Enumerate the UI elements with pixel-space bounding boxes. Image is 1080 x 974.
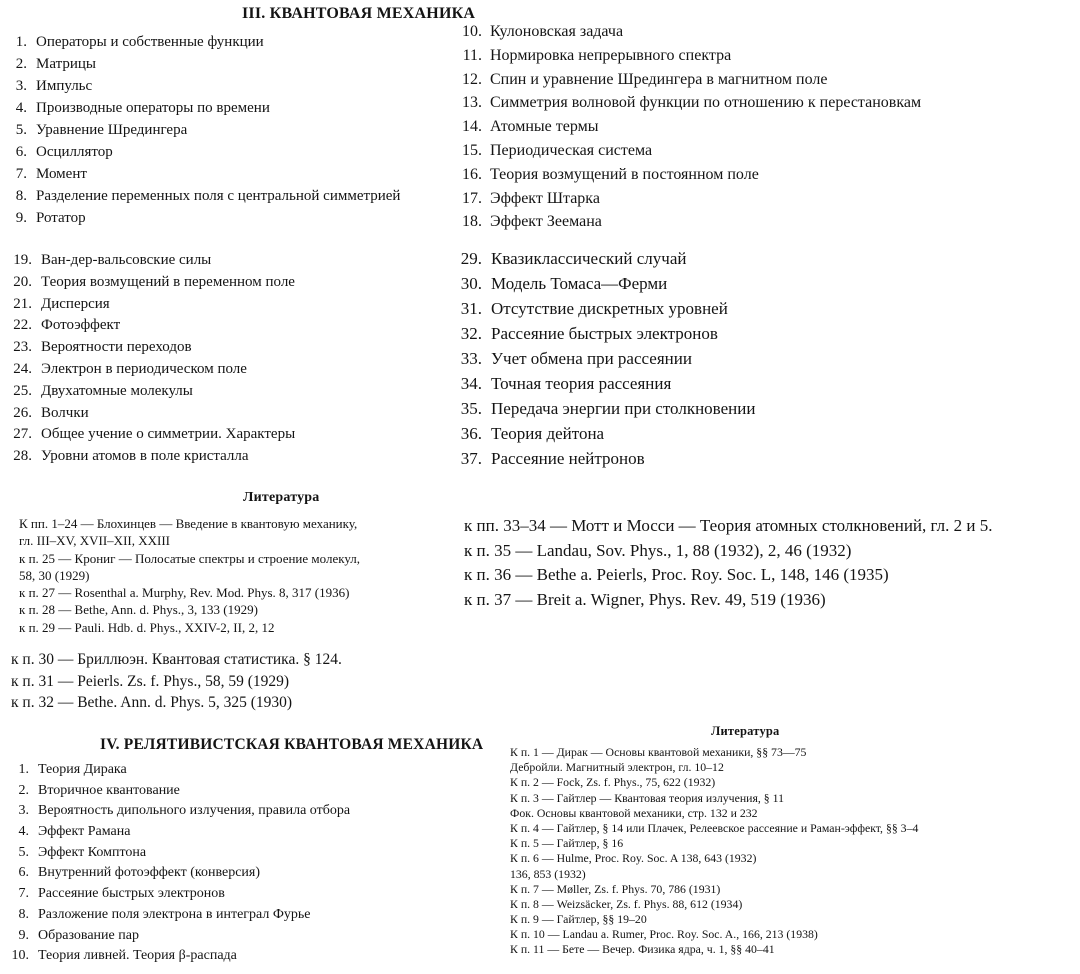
list-item — [10, 31, 400, 53]
item-text: Эффект Зеемана — [490, 213, 602, 231]
item-number: 17. — [462, 189, 482, 207]
list-item — [6, 801, 350, 822]
item-number: 34. — [460, 374, 482, 393]
item-text: Уравнение Шредингера — [36, 122, 188, 138]
literature-3-title: Литература — [243, 490, 320, 505]
item-text: Общее учение о симметрии. Характеры — [41, 426, 296, 443]
item-number: 21. — [13, 295, 32, 312]
item-number: 12. — [462, 70, 482, 88]
item-text: Точная теория рассеяния — [491, 374, 672, 393]
list-item — [10, 446, 295, 468]
reference-line: К п. 7 — Møller, Zs. f. Phys. 70, 786 (1931) — [510, 881, 721, 896]
item-number: 24. — [13, 360, 32, 377]
list-item — [10, 294, 295, 316]
list-item — [455, 321, 755, 346]
item-number: 36. — [460, 424, 482, 443]
reference-line: к п. 29 — Pauli. Hdb. d. Phys., XXIV-2, II, 2, 12 — [19, 619, 275, 635]
item-number: 27. — [13, 426, 32, 443]
item-text: Эффект Штарка — [490, 189, 600, 207]
item-number: 5. — [15, 122, 27, 138]
item-number: 23. — [13, 339, 32, 356]
reference-line: К п. 9 — Гайтлер, §§ 19–20 — [510, 912, 647, 927]
list-item — [10, 250, 295, 272]
item-text: Квазиклассический случай — [491, 249, 687, 268]
list-item — [10, 272, 295, 294]
item-number: 26. — [13, 404, 32, 421]
list-item — [455, 139, 921, 163]
reference-line: К п. 11 — Бете — Вечер. Физика ядра, ч. 1, §§ 40–41 — [510, 942, 775, 957]
item-text: Внутренний фотоэффект (конверсия) — [38, 865, 261, 881]
item-number: 2. — [18, 782, 29, 798]
item-text: Вероятность дипольного излучения, правила отбора — [38, 803, 351, 819]
list-item — [455, 115, 921, 139]
reference-line: Дебройли. Магнитный электрон, гл. 10–12 — [510, 760, 724, 775]
item-text: Вторичное квантование — [38, 782, 180, 798]
item-number: 4. — [15, 100, 27, 116]
item-text: Разложение поля электрона в интеграл Фурье — [38, 906, 311, 922]
reference-line: к п. 30 — Бриллюэн. Квантовая статистика. § 124. — [11, 651, 342, 668]
item-text: Двухатомные молекулы — [41, 382, 193, 399]
reference-line: 136, 853 (1932) — [510, 866, 586, 881]
literature-3-refs-right — [464, 514, 992, 612]
item-text: Теория дейтона — [491, 424, 605, 443]
list-item — [10, 185, 400, 207]
list-item — [455, 91, 921, 115]
list-item — [10, 337, 295, 359]
list-item — [455, 187, 921, 211]
section-4-list — [6, 760, 350, 967]
item-number: 11. — [462, 46, 482, 64]
item-number: 10. — [462, 23, 482, 40]
item-text: Рассеяние быстрых электронов — [38, 886, 225, 902]
reference-line: К п. 4 — Гайтлер, § 14 или Плачек, Релеевское рассеяние и Раман-эффект, §§ 3–4 — [510, 820, 919, 835]
item-number: 25. — [13, 382, 32, 399]
item-text: Атомные термы — [490, 118, 599, 136]
item-number: 10. — [11, 948, 29, 964]
item-text: Нормировка непрерывного спектра — [490, 46, 732, 64]
item-number: 9. — [18, 927, 29, 943]
item-number: 28. — [13, 448, 32, 465]
list-item — [455, 20, 921, 44]
list-item — [6, 926, 350, 947]
item-text: Учет обмена при рассеянии — [491, 349, 692, 368]
section-3-list-col3 — [10, 250, 295, 468]
item-text: Осциллятор — [36, 144, 113, 160]
reference-line: К п. 5 — Гайтлер, § 16 — [510, 836, 624, 851]
item-text: Ван-дер-вальсовские силы — [41, 252, 212, 268]
item-text: Операторы и собственные функции — [36, 34, 264, 50]
list-item — [10, 75, 400, 97]
item-number: 5. — [18, 844, 29, 860]
list-item — [455, 246, 755, 271]
list-item — [455, 421, 755, 446]
literature-3-refs-left — [19, 515, 360, 636]
reference-line: к п. 25 — Крониг — Полосатые спектры и строение молекул, — [19, 550, 361, 566]
item-text: Разделение переменных поля с центральной симметрией — [36, 188, 401, 204]
list-item — [6, 781, 350, 802]
list-item — [6, 843, 350, 864]
item-number: 30. — [460, 274, 482, 293]
item-text: Производные операторы по времени — [36, 100, 270, 116]
item-number: 6. — [15, 144, 27, 160]
section-3-list-col2 — [455, 20, 921, 234]
item-number: 9. — [15, 210, 27, 226]
section-3-list-col1 — [10, 31, 400, 229]
reference-line: К п. 8 — Weizsäcker, Zs. f. Phys. 88, 612 (1934) — [510, 896, 743, 911]
list-item — [6, 822, 350, 843]
list-item — [10, 424, 295, 446]
reference-line: К п. 3 — Гайтлер — Квантовая теория излучения, § 11 — [510, 790, 784, 805]
item-number: 7. — [15, 166, 27, 182]
item-number: 32. — [460, 324, 482, 343]
list-item — [6, 863, 350, 884]
item-text: Отсутствие дискретных уровней — [491, 299, 728, 318]
literature-3-refs-bottom — [11, 649, 342, 714]
item-text: Импульс — [36, 78, 93, 94]
item-text: Рассеяние быстрых электронов — [491, 324, 718, 343]
reference-line: к п. 32 — Bethe. Ann. d. Phys. 5, 325 (1930) — [11, 694, 293, 711]
reference-line: К п. 1 — Дирак — Основы квантовой механики, §§ 73—75 — [510, 745, 807, 759]
item-text: Теория ливней. Теория β-распада — [38, 948, 237, 964]
item-number: 18. — [462, 213, 482, 231]
list-item — [10, 381, 295, 403]
list-item — [455, 210, 921, 234]
item-number: 8. — [15, 188, 27, 204]
section-4-title: IV. РЕЛЯТИВИСТСКАЯ КВАНТОВАЯ МЕХАНИКА — [100, 736, 484, 753]
literature-4-refs — [510, 745, 918, 958]
reference-line: к пп. 33–34 — Мотт и Мосси — Теория атомных столкновений, гл. 2 и 5. — [464, 516, 993, 535]
list-item — [455, 396, 755, 421]
item-number: 14. — [462, 118, 482, 136]
item-number: 3. — [15, 78, 27, 94]
item-number: 20. — [13, 273, 32, 290]
item-text: Модель Томаса—Ферми — [491, 274, 668, 293]
item-number: 1. — [15, 34, 27, 50]
item-number: 3. — [18, 803, 29, 819]
item-text: Фотоэффект — [41, 317, 121, 334]
list-item — [6, 905, 350, 926]
item-number: 6. — [18, 865, 29, 881]
item-text: Волчки — [41, 404, 89, 421]
list-item — [10, 315, 295, 337]
item-number: 8. — [18, 906, 29, 922]
item-text: Теория Дирака — [38, 762, 127, 777]
list-item — [10, 163, 400, 185]
item-text: Дисперсия — [41, 295, 110, 312]
item-text: Электрон в периодическом поле — [41, 360, 247, 377]
list-item — [455, 44, 921, 68]
list-item — [10, 141, 400, 163]
reference-line: Фок. Основы квантовой механики, стр. 132 и 232 — [510, 805, 758, 820]
item-text: Симметрия волновой функции по отношению к перестановкам — [490, 94, 922, 112]
list-item — [6, 946, 350, 967]
item-text: Спин и уравнение Шредингера в магнитном поле — [490, 70, 828, 88]
item-number: 22. — [13, 317, 32, 334]
reference-line: к п. 35 — Landau, Sov. Phys., 1, 88 (1932), 2, 46 (1932) — [464, 540, 852, 560]
item-number: 19. — [13, 252, 32, 268]
reference-line: к п. 27 — Rosenthal a. Murphy, Rev. Mod. Phys. 8, 317 (1936) — [19, 585, 350, 601]
reference-line: к п. 36 — Bethe a. Peierls, Proc. Roy. Soc. L, 148, 146 (1935) — [464, 565, 889, 584]
item-number: 7. — [18, 886, 29, 902]
item-number: 29. — [460, 249, 482, 268]
reference-line: К п. 6 — Hulme, Proc. Roy. Soc. A 138, 643 (1932) — [510, 851, 757, 866]
item-number: 4. — [18, 824, 29, 840]
item-text: Передача энергии при столкновении — [491, 399, 756, 418]
list-item — [10, 119, 400, 141]
item-text: Периодическая система — [490, 141, 653, 159]
item-number: 33. — [460, 349, 482, 368]
reference-line: к п. 31 — Peierls. Zs. f. Phys., 58, 59 (1929) — [11, 672, 290, 690]
reference-line: К п. 10 — Landau a. Rumer, Proc. Roy. Soc. A., 166, 213 (1938) — [510, 927, 818, 942]
item-number: 15. — [462, 141, 482, 159]
reference-line: к п. 37 — Breit a. Wigner, Phys. Rev. 49, 519 (1936) — [464, 589, 826, 609]
item-text: Кулоновская задача — [490, 23, 624, 40]
section-3-list-col4 — [455, 246, 755, 471]
item-number: 13. — [462, 94, 482, 112]
item-number: 37. — [460, 449, 482, 468]
item-number: 16. — [462, 165, 482, 183]
reference-line: к п. 28 — Bethe, Ann. d. Phys., 3, 133 (1929) — [19, 602, 258, 618]
reference-line: К пп. 1–24 — Блохинцев — Введение в квантовую механику, — [19, 516, 358, 531]
item-text: Уровни атомов в поле кристалла — [41, 448, 249, 465]
list-item — [455, 346, 755, 371]
item-text: Образование пар — [38, 927, 139, 943]
list-item — [455, 271, 755, 296]
list-item — [6, 760, 350, 781]
reference-line: 58, 30 (1929) — [19, 567, 90, 583]
list-item — [10, 207, 400, 229]
item-text: Теория возмущений в постоянном поле — [490, 165, 759, 183]
item-number: 2. — [15, 56, 27, 72]
list-item — [10, 97, 400, 119]
list-item — [455, 68, 921, 92]
list-item — [10, 359, 295, 381]
item-text: Теория возмущений в переменном поле — [41, 273, 295, 290]
list-item — [455, 446, 755, 471]
item-text: Вероятности переходов — [41, 339, 192, 356]
list-item — [10, 403, 295, 425]
reference-line: гл. III–XV, XVII–XII, XXIII — [19, 533, 170, 549]
list-item — [6, 884, 350, 905]
list-item — [455, 296, 755, 321]
list-item — [455, 371, 755, 396]
item-text: Момент — [36, 166, 87, 182]
list-item — [455, 163, 921, 187]
literature-4-title: Литература — [711, 724, 780, 738]
reference-line: К п. 2 — Fock, Zs. f. Phys., 75, 622 (1932) — [510, 775, 716, 790]
item-number: 1. — [18, 762, 29, 777]
item-text: Рассеяние нейтронов — [491, 449, 645, 468]
item-text: Матрицы — [36, 56, 96, 72]
item-number: 35. — [460, 399, 482, 418]
item-text: Эффект Комптона — [38, 844, 147, 860]
item-number: 31. — [460, 299, 482, 318]
list-item — [10, 53, 400, 75]
item-text: Эффект Рамана — [38, 824, 131, 840]
section-3-title: III. КВАНТОВАЯ МЕХАНИКА — [242, 5, 476, 22]
item-text: Ротатор — [36, 210, 86, 226]
